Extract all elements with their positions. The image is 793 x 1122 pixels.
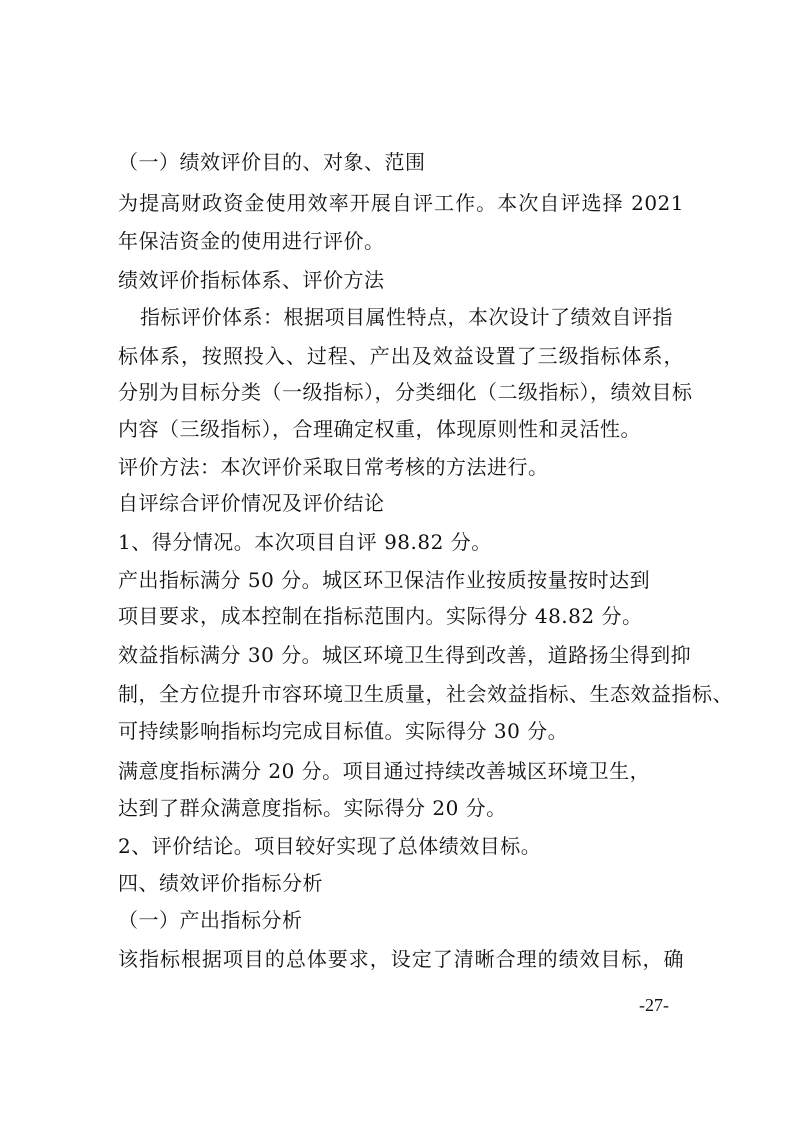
section-heading-analysis: 四、绩效评价指标分析 xyxy=(118,871,323,895)
paragraph-line: 为提高财政资金使用效率开展自评工作。本次自评选择 2021 xyxy=(118,191,684,215)
paragraph-line: 达到了群众满意度指标。实际得分 20 分。 xyxy=(118,796,507,820)
paragraph-line: 制，全方位提升市容环境卫生质量，社会效益指标、生态效益指标、 xyxy=(118,682,733,706)
subsection-heading-output: （一）产出指标分析 xyxy=(118,908,303,932)
paragraph-line: 年保洁资金的使用进行评价。 xyxy=(118,229,385,253)
paragraph-line: 满意度指标满分 20 分。项目通过持续改善城区环境卫生， xyxy=(118,759,651,783)
paragraph-line: 项目要求，成本控制在指标范围内。实际得分 48.82 分。 xyxy=(118,604,643,628)
paragraph-line: 分别为目标分类（一级指标），分类细化（二级指标），绩效目标 xyxy=(118,380,693,404)
paragraph-line: 该指标根据项目的总体要求，设定了清晰合理的绩效目标，确 xyxy=(118,947,684,971)
paragraph-line: 指标评价体系：根据项目属性特点，本次设计了绩效自评指 xyxy=(140,305,673,329)
paragraph-line: 可持续影响指标均完成目标值。实际得分 30 分。 xyxy=(118,719,569,743)
paragraph-line: 标体系，按照投入、过程、产出及效益设置了三级指标体系， xyxy=(118,344,684,368)
section-heading-purpose: （一）绩效评价目的、对象、范围 xyxy=(118,150,426,174)
section-heading-indicators: 绩效评价指标体系、评价方法 xyxy=(118,268,385,292)
paragraph-line: 产出指标满分 50 分。城区环卫保洁作业按质按量按时达到 xyxy=(118,568,651,592)
paragraph-line: 2、评价结论。项目较好实现了总体绩效目标。 xyxy=(118,834,542,858)
paragraph-line: 评价方法：本次评价采取日常考核的方法进行。 xyxy=(118,455,549,479)
section-heading-results: 自评综合评价情况及评价结论 xyxy=(118,491,385,515)
paragraph-line: 效益指标满分 30 分。城区环境卫生得到改善，道路扬尘得到抑 xyxy=(118,643,692,667)
paragraph-line: 1、得分情况。本次项目自评 98.82 分。 xyxy=(118,530,492,554)
page-number: -27- xyxy=(639,995,669,1015)
paragraph-line: 内容（三级指标），合理确定权重，体现原则性和灵活性。 xyxy=(118,417,641,441)
